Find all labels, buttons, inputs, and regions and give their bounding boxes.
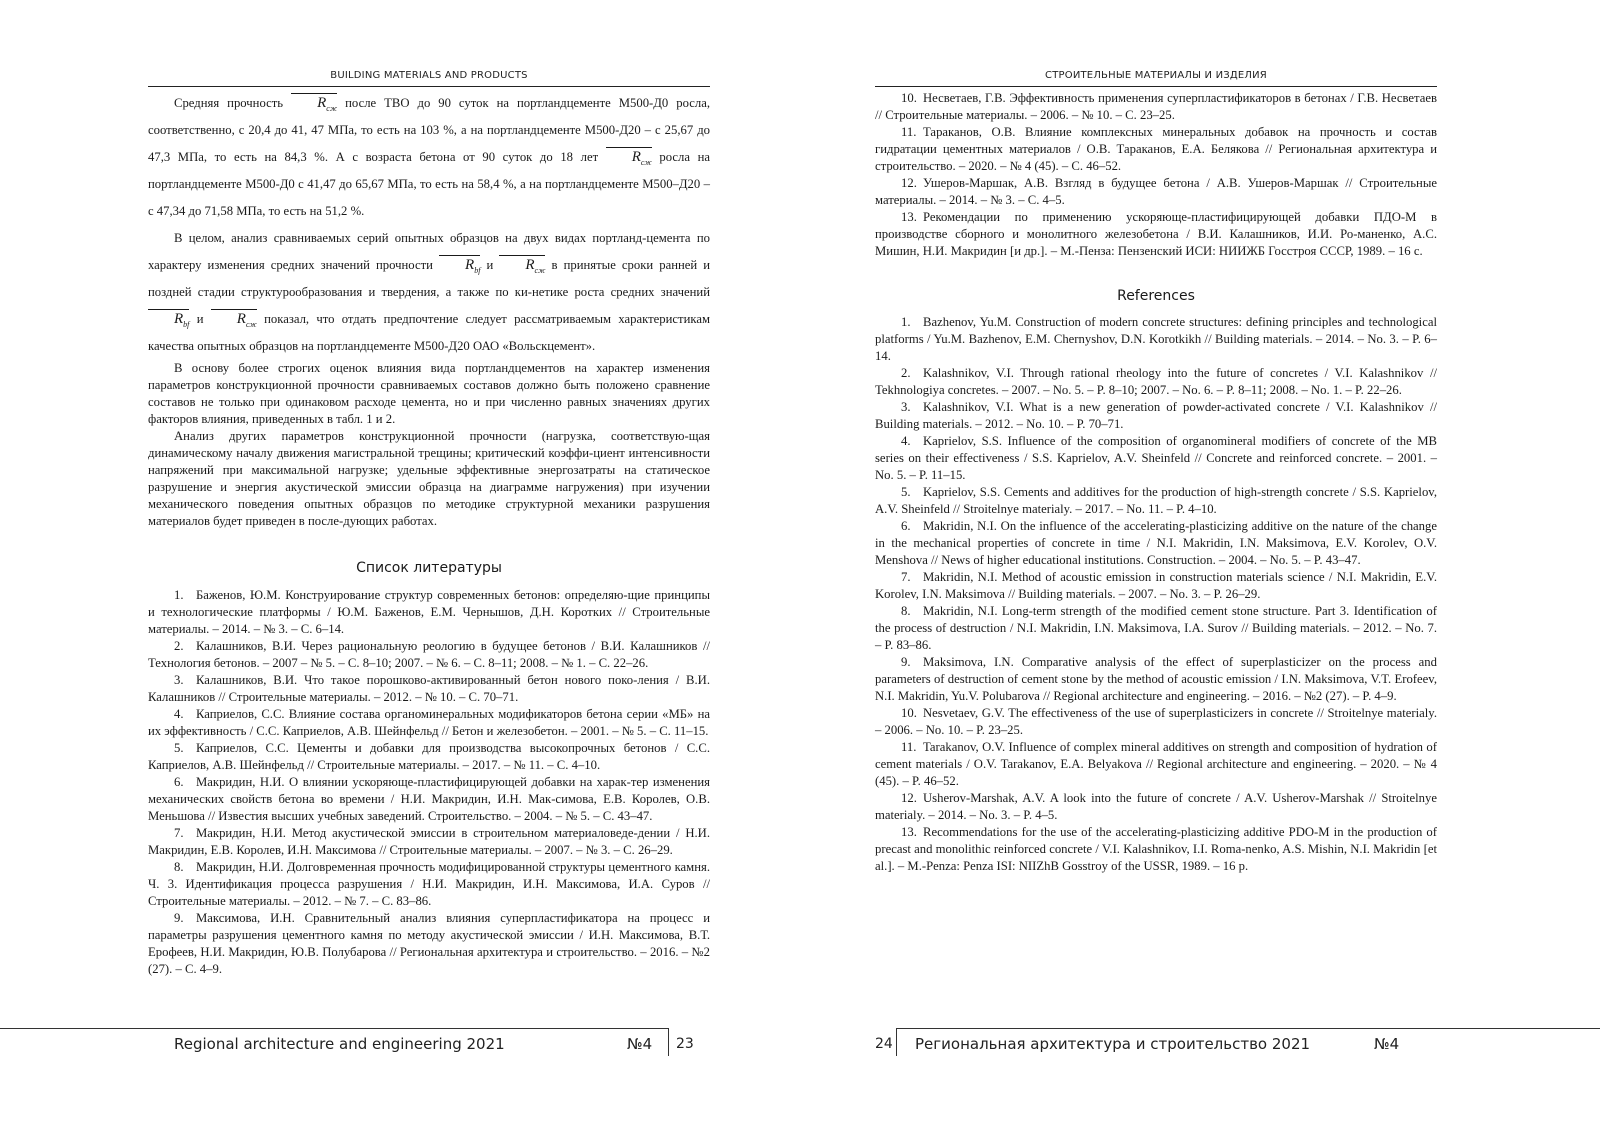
reference-item (148, 859, 710, 910)
reference-number: 12. (901, 791, 917, 805)
reference-text: Kaprielov, S.S. Influence of the composition of organomineral modifiers of concrete of the MB series on their effectiveness / S.S. Kaprielov, A.V. Sheinfeld // Concrete and reinforced concrete. – 2001. – No. 5. – P. 11–15. (875, 434, 1437, 482)
reference-text: Калашников, В.И. Через рациональную реологию в будущее бетонов / В.И. Калашников // Технология бетонов. – 2007 – № 5. – С. 8–10; 2007. – № 6. – С. 8–11; 2008. – № 1. – С. 22–26. (148, 639, 710, 670)
reference-item (875, 654, 1437, 705)
reference-number: 8. (901, 604, 911, 618)
reference-text: Каприелов, С.С. Влияние состава органоминеральных модификаторов бетона серии «МБ» на их эффективность / С.С. Каприелов, А.В. Шейнфельд // Бетон и железобетон. – 2001. – № 5. – С. 11–15. (148, 707, 710, 738)
references-list-en (875, 314, 1437, 875)
reference-text: Макридин, Н.И. О влиянии ускоряюще-пластифицирующей добавки на харак-тер изменения механических свойств бетона во времени / Н.И. Макридин, И.Н. Мак-симова, Е.В. Королев, О.В. Меньшова // Известия высших учебных заведений. Строительство. – 2004. – № 5. – С. 43–47. (148, 775, 710, 823)
reference-item (875, 209, 1437, 260)
page-footer (0, 1028, 800, 1064)
reference-number: 7. (174, 826, 184, 840)
footer-divider (896, 1028, 897, 1056)
reference-text: Usherov-Marshak, A.V. A look into the future of concrete / A.V. Usherov-Marshak // Stroitelnye materialy. – 2014. – No. 3. – P. 4–5. (875, 791, 1437, 822)
body-paragraph: Средняя прочность $R_{сж}$ после ТВО до 90 суток на портландцементе М500-Д0 росла, соответственно, с 20,4 до 41, 47 МПа, то есть на 103 %, а на портландцементе М500-Д20 – с 25,67 до 47,3 МПа, то есть на 84,3 %. А с возраста бетона от 90 суток до 18 лет $R_{сж}$ росла на портландцементе М500-Д0 с 41,47 до 65,67 МПа, то есть на 58,4 %, а на портландцементе М500–Д20 – с 47,34 до 71,58 МПа, то есть на 51,2 %. (148, 95, 711, 218)
mean-strength-symbol: $R_{сж}$ (291, 96, 337, 113)
footer-divider (668, 1028, 669, 1056)
footer-issue-number: №4 (627, 1035, 653, 1053)
reference-number: 10. (901, 706, 917, 720)
reference-text: Баженов, Ю.М. Конструирование структур современных бетонов: определяю-щие принципы и технологические платформы / Ю.М. Баженов, Е.М. Чернышов, Д.Н. Коротких // Строительные материалы. – 2014. – № 3. – С. 6–14. (148, 588, 710, 636)
reference-number: 9. (901, 655, 911, 669)
reference-text: Макридин, Н.И. Метод акустической эмиссии в строительном материаловеде-дении / Н.И. Макридин, Е.В. Королев, И.Н. Максимова // Строительные материалы. – 2007. – № 3. – С. 26–29. (148, 826, 710, 857)
reference-item (875, 90, 1437, 124)
reference-text: Рекомендации по применению ускоряюще-пластифицирующей добавки ПДО-М в производстве сборного и монолитного железобетона / В.И. Калашников, И.И. Ро-маненко, А.С. Мишин, Н.И. Макридин [и др.]. – М.-Пенза: Пензенский ИСИ: НИИЖБ Госстроя СССР, 1989. – 16 с. (875, 210, 1437, 258)
reference-item (875, 518, 1437, 569)
reference-text: Максимова, И.Н. Сравнительный анализ влияния суперпластификатора на процесс и параметры разрушения цементного камня по методу акустической эмиссии / И.Н. Максимова, В.Т. Ерофеев, Н.И. Макридин, Ю.В. Полубарова // Региональная архитектура и строительство. – 2016. – №2 (27). – С. 4–9. (148, 911, 710, 976)
reference-text: Kaprielov, S.S. Cements and additives for the production of high-strength concrete / S.S. Kaprielov, A.V. Sheinfeld // Stroitelnye materialy. – 2017. – No. 11. – P. 4–10. (875, 485, 1437, 516)
body-paragraph: В целом, анализ сравниваемых серий опытных образцов на двух видах портланд-цемента по характеру изменения средних значений прочности $R_{bf}$ и $R_{сж}$ в принятые сроки ранней и поздней стадии структурообразования и твердения, а также по ки-нетике роста средних значений $R_{bf}$ и $R_{сж}$ показал, что отдать предпочтение следует рассматриваемым характеристикам качества опытных образцов на портландцементе М500-Д20 ОАО «Вольскцемент». (148, 231, 711, 353)
page-number: 24 (875, 1036, 893, 1052)
reference-text: Каприелов, С.С. Цементы и добавки для производства высокопрочных бетонов / С.С. Каприелов, А.В. Шейнфельд // Строительные материалы. – 2017. – № 11. – С. 4–10. (148, 741, 710, 772)
reference-text: Kalashnikov, V.I. What is a new generation of powder-activated concrete / V.I. Kalashnikov // Building materials. – 2012. – No. 10. – P. 70–71. (875, 400, 1437, 431)
mean-strength-symbol: $R_{bf}$ (148, 312, 189, 329)
reference-number: 11. (901, 740, 917, 754)
reference-item (148, 638, 710, 672)
reference-text: Maksimova, I.N. Comparative analysis of the effect of superplasticizer on the process and parameters of destruction of cement stone by the method of acoustic emission / I.N. Maksimova, V.T. Erofeev, N.I. Makridin, Yu.V. Polubarova // Regional architecture and engineering. – 2016. – №2 (27). – P. 4–9. (875, 655, 1437, 703)
reference-text: Калашников, В.И. Что такое порошково-активированный бетон нового поко-ления / В.И. Калашников // Строительные материалы. – 2012. – № 10. – С. 70–71. (148, 673, 710, 704)
right-column (875, 90, 1437, 875)
reference-number: 2. (174, 639, 184, 653)
reference-text: Kalashnikov, V.I. Through rational rheology into the future of concretes / V.I. Kalashnikov // Tekhnologiya concretes. – 2007. – No. 5. – P. 8–10; 2007. – No. 6. – P. 8–11; 2008. – No. 1. – P. 22–26. (875, 366, 1437, 397)
reference-number: 5. (174, 741, 184, 755)
references-title-ru: Список литературы (356, 560, 502, 576)
footer-journal-title: Региональная архитектура и строительство 2021 (915, 1035, 1311, 1053)
reference-text: Recommendations for the use of the accelerating-plasticizing additive PDO-M in the production of precast and monolithic reinforced concrete / V.I. Kalashnikov, I.I. Roma-nenko, A.S. Mishin, N.I. Makridin [et al.]. – M.-Penza: Penza ISI: NIIZhB Gosstroy of the USSR, 1989. – 16 p. (875, 825, 1437, 873)
reference-number: 9. (174, 911, 184, 925)
reference-text: Макридин, Н.И. Долговременная прочность модифицированной структуры цементного камня. Ч. 3. Идентификация процесса разрушения / Н.И. Макридин, И.Н. Максимова, И.А. Суров // Строительные материалы. – 2012. – № 7. – С. 83–86. (148, 860, 710, 908)
running-head: BUILDING MATERIALS AND PRODUCTS (148, 70, 710, 87)
reference-item (875, 175, 1437, 209)
references-list-ru-continued (875, 90, 1437, 260)
page-footer (800, 1028, 1600, 1064)
mean-strength-symbol: $R_{сж}$ (499, 258, 545, 275)
references-title-en: References (1117, 288, 1195, 304)
reference-item (875, 314, 1437, 365)
footer-journal-title: Regional architecture and engineering 2021 (174, 1035, 505, 1053)
reference-text: Makridin, N.I. Method of acoustic emission in construction materials science / N.I. Makridin, E.V. Korolev, I.N. Maksimova // Building materials. – 2007. – No. 3. – P. 26–29. (875, 570, 1437, 601)
reference-item (875, 790, 1437, 824)
reference-number: 8. (174, 860, 184, 874)
reference-text: Ушеров-Маршак, А.В. Взгляд в будущее бетона / А.В. Ушеров-Маршак // Строительные материалы. – 2014. – № 3. – С. 4–5. (875, 176, 1437, 207)
footer-rule (0, 1028, 668, 1029)
reference-text: Несветаев, Г.В. Эффективность применения суперпластификаторов в бетонах / Г.В. Несветаев // Строительные материалы. – 2006. – № 10. – С. 23–25. (875, 91, 1437, 122)
reference-number: 4. (174, 707, 184, 721)
reference-number: 6. (901, 519, 911, 533)
footer-rule (896, 1028, 1600, 1029)
reference-number: 13. (901, 210, 917, 224)
reference-number: 2. (901, 366, 911, 380)
reference-text: Nesvetaev, G.V. The effectiveness of the use of superplasticizers in concrete // Stroitelnye materialy. – 2006. – No. 10. – P. 23–25. (875, 706, 1437, 737)
reference-item (875, 603, 1437, 654)
reference-number: 6. (174, 775, 184, 789)
reference-item (148, 825, 710, 859)
reference-item (875, 739, 1437, 790)
reference-number: 5. (901, 485, 911, 499)
reference-number: 13. (901, 825, 917, 839)
right-page (800, 0, 1600, 1132)
mean-strength-symbol: $R_{сж}$ (606, 150, 652, 167)
reference-item (875, 399, 1437, 433)
mean-strength-symbol: $R_{bf}$ (439, 258, 480, 275)
references-list-ru (148, 587, 710, 978)
running-head: СТРОИТЕЛЬНЫЕ МАТЕРИАЛЫ И ИЗДЕЛИЯ (875, 70, 1437, 87)
reference-text: Тараканов, О.В. Влияние комплексных минеральных добавок на прочность и состав гидратации цементных материалов / О.В. Тараканов, Е.А. Белякова // Региональная архитектура и строительство. – 2020. – № 4 (45). – С. 46–52. (875, 125, 1437, 173)
reference-number: 10. (901, 91, 917, 105)
reference-text: Bazhenov, Yu.M. Construction of modern concrete structures: defining principles and technological platforms / Yu.M. Bazhenov, E.M. Chernyshov, D.N. Korotkikh // Building materials. – 2014. – No. 3. – P. 6–14. (875, 315, 1437, 363)
reference-number: 4. (901, 434, 911, 448)
reference-number: 3. (901, 400, 911, 414)
reference-text: Makridin, N.I. Long-term strength of the modified cement stone structure. Part 3. Identification of the process of destruction / N.I. Makridin, I.N. Maksimova, I.A. Surov // Building materials. – 2012. – No. 7. – P. 83–86. (875, 604, 1437, 652)
reference-number: 12. (901, 176, 917, 190)
reference-number: 1. (174, 588, 184, 602)
reference-item (875, 824, 1437, 875)
reference-item (148, 910, 710, 978)
reference-item (148, 740, 710, 774)
reference-item (148, 774, 710, 825)
reference-item (875, 433, 1437, 484)
footer-issue-number: №4 (1374, 1035, 1400, 1053)
body-paragraph: В основу более строгих оценок влияния вида портландцементов на характер изменения параметров конструкционной прочности сравниваемых составов должно быть положено сравнение составов не только при одинаковом расходе цемента, но и при численно равных значениях других факторов влияния, приведенных в табл. 1 и 2. (148, 361, 710, 426)
reference-number: 11. (901, 125, 917, 139)
reference-item (148, 587, 710, 638)
mean-strength-symbol: $R_{сж}$ (211, 312, 257, 329)
body-paragraph: Анализ других параметров конструкционной прочности (нагрузка, соответствую-щая динамическому началу движения магистральной трещины; критический коэффи-циент интенсивности напряжений при максимальной нагрузке; удельные эффективные энергозатраты на статическое разрушение и энергия акустической эмиссии образца на диаграмме нагружения) при изучении механического поведения опытных образцов по методике структурной механики разрушения материалов будет приведен в после-дующих работах. (148, 429, 710, 528)
reference-text: Makridin, N.I. On the influence of the accelerating-plasticizing additive on the nature of the change in the mechanical properties of concrete in time / N.I. Makridin, I.N. Maksimova, E.V. Korolev, O.V. Menshova // News of higher educational institutions. Construction. – 2004. – No. 5. – P. 43–47. (875, 519, 1437, 567)
reference-item (875, 705, 1437, 739)
reference-item (148, 706, 710, 740)
reference-item (875, 124, 1437, 175)
reference-item (875, 365, 1437, 399)
reference-text: Tarakanov, O.V. Influence of complex mineral additives on strength and composition of hydration of cement materials / O.V. Tarakanov, E.A. Belyakova // Regional architecture and engineering. – 2020. – № 4 (45). – P. 46–52. (875, 740, 1437, 788)
reference-item (148, 672, 710, 706)
reference-number: 3. (174, 673, 184, 687)
page-number: 23 (676, 1036, 694, 1052)
reference-number: 1. (901, 315, 911, 329)
reference-item (875, 569, 1437, 603)
left-column (148, 90, 710, 978)
reference-number: 7. (901, 570, 911, 584)
reference-item (875, 484, 1437, 518)
